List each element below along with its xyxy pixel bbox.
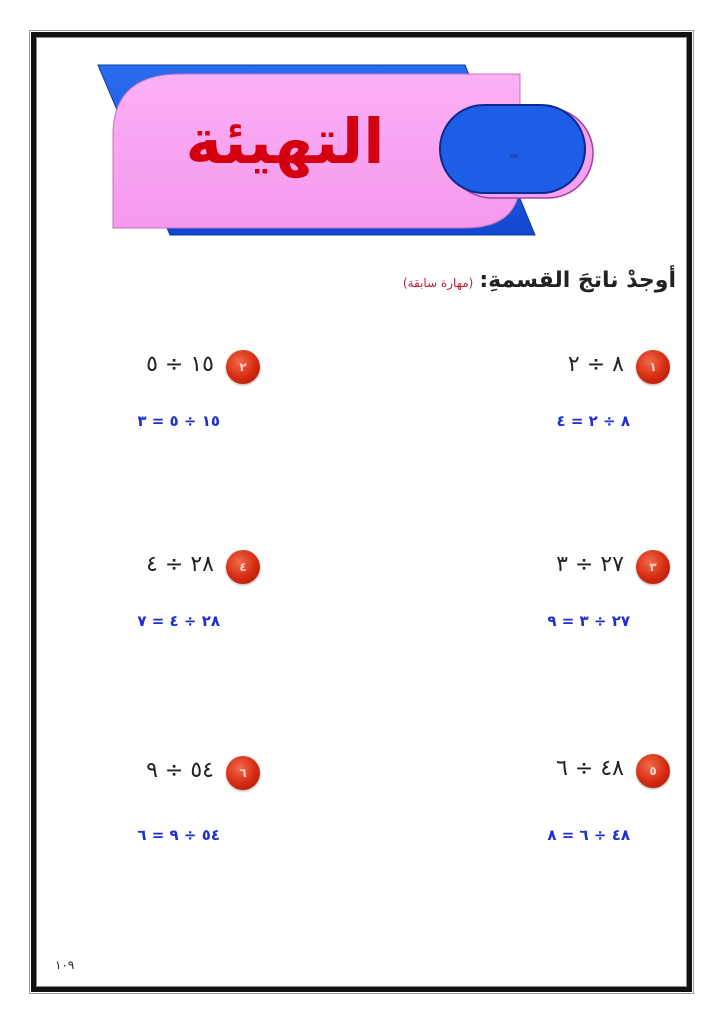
problem-expression: ١٥ ÷ ٥ xyxy=(146,352,214,377)
problem-expression: ٢٧ ÷ ٣ xyxy=(556,552,624,577)
instruction-note: (مهارة سابقة) xyxy=(402,276,474,290)
problem-2 xyxy=(110,350,260,450)
problem-answer: ٢٧ ÷ ٣ = ٩ xyxy=(547,612,630,630)
problem-answer: ١٥ ÷ ٥ = ٣ xyxy=(137,412,220,430)
instruction xyxy=(403,268,676,293)
problem-answer: ٤٨ ÷ ٦ = ٨ xyxy=(547,826,630,844)
problem-number-badge: ٦ xyxy=(226,756,260,790)
problem-number-badge: ٤ xyxy=(226,550,260,584)
problem-number-badge: ٣ xyxy=(636,550,670,584)
problem-6 xyxy=(110,756,260,856)
problem-answer: ٥٤ ÷ ٩ = ٦ xyxy=(137,826,220,844)
problem-answer: ٨ ÷ ٢ = ٤ xyxy=(556,412,630,430)
problem-number-badge: ٢ xyxy=(226,350,260,384)
problem-1 xyxy=(520,350,670,450)
problem-expression: ٤٨ ÷ ٦ xyxy=(556,756,624,781)
page-number: ١٠٩ xyxy=(55,958,75,972)
problem-expression: ٨ ÷ ٢ xyxy=(567,352,624,377)
problem-number-badge: ١ xyxy=(636,350,670,384)
section-banner xyxy=(95,60,600,240)
instruction-text: أوجدْ ناتجَ القسمةِ: xyxy=(479,268,676,293)
problem-expression: ٥٤ ÷ ٩ xyxy=(146,758,214,783)
problem-expression: ٢٨ ÷ ٤ xyxy=(146,552,214,577)
problem-number-badge: ٥ xyxy=(636,754,670,788)
problem-3 xyxy=(520,550,670,650)
problem-answer: ٢٨ ÷ ٤ = ٧ xyxy=(137,612,220,630)
problem-4 xyxy=(110,550,260,650)
section-title: التهيئة xyxy=(185,105,385,178)
problem-5 xyxy=(520,754,670,854)
